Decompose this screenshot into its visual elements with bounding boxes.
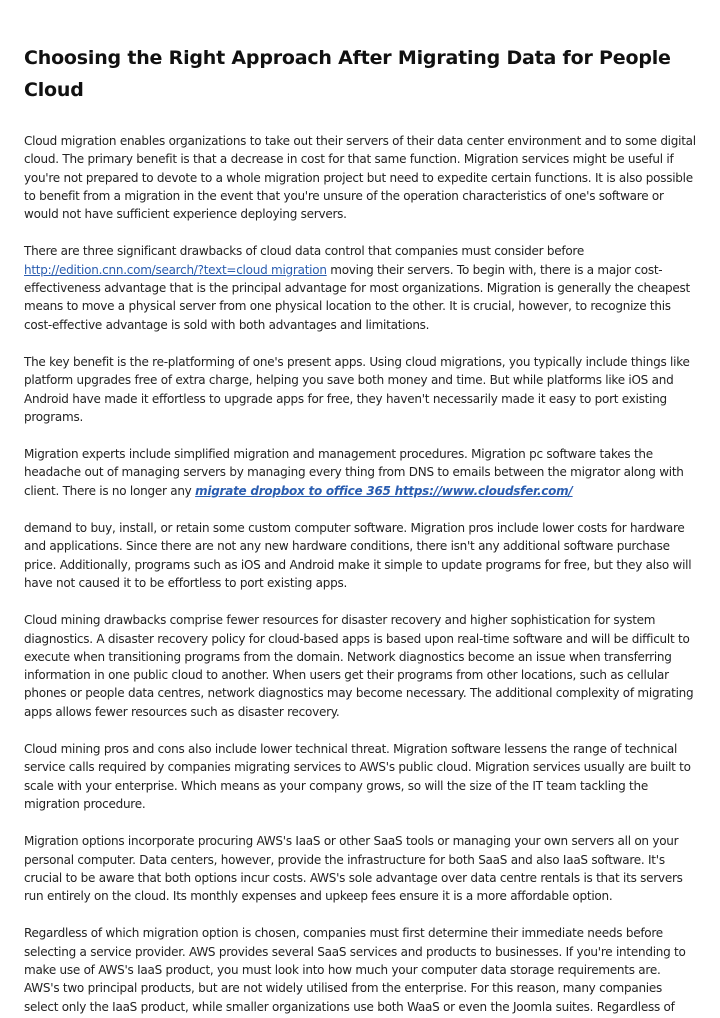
paragraph-2 xyxy=(24,242,696,333)
paragraph-9: Regardless of which migration option is chosen, companies must first determine their immediate needs before selecting a service provider. AWS provides several SaaS services and products to businesses. If you're intending to make use of AWS's IaaS product, you must look into how much your computer data storage requirements are. AWS's two principal products, but are not widely utilised from the enterprise. For this reason, many companies select only the IaaS product, while smaller organizations use both WaaS or even the Joomla suites. Regardless of xyxy=(24,926,686,1014)
paragraph-8: Migration options incorporate procuring AWS's IaaS or other SaaS tools or managing your own servers all on your personal computer. Data centers, however, provide the infrastructure for both SaaS and also IaaS software. It's crucial to be aware that both options incur costs. AWS's sole advantage over data centre rentals is that its servers run entirely on the cloud. Its monthly expenses and upkeep fees ensure it is a more affordable option. xyxy=(24,834,683,904)
paragraph-7: Cloud mining pros and cons also include lower technical threat. Migration software lessens the range of technical service calls required by companies migrating services to AWS's public cloud. Migration services usually are built to scale with your enterprise. Which means as your company grows, so will the size of the IT team tackling the migration procedure. xyxy=(24,742,691,811)
paragraph-3: The key benefit is the re-platforming of one's present apps. Using cloud migrations, you typically include things like platform upgrades free of extra charge, helping you save both money and time. But while platforms like iOS and Android have made it effortless to upgrade apps for free, they haven't necessarily made it easy to port existing programs. xyxy=(24,354,690,424)
cloudsfer-link[interactable]: migrate dropbox to office 365 https://www.cloudsfer.com/ xyxy=(195,483,573,498)
paragraph-2-text-before: There are three significant drawbacks of cloud data control that companies must consider before xyxy=(24,244,584,259)
paragraph-1: Cloud migration enables organizations to take out their servers of their data center environment and to some digital cloud. The primary benefit is that a decrease in cost for that same function. Migration services might be useful if you're not prepared to devote to a whole migration project but need to expedite certain functions. It is also possible to benefit from a migration in the event that you're unsure of the operation characteristics of one's software or would not have sufficient experience deploying servers. xyxy=(24,134,696,222)
page-title: Choosing the Right Approach After Migrating Data for People Cloud xyxy=(24,47,671,101)
paragraph-4 xyxy=(24,445,696,500)
paragraph-5: demand to buy, install, or retain some custom computer software. Migration pros include lower costs for hardware and applications. Since there are not any new hardware conditions, there isn't any additional software purchase price. Additionally, programs such as iOS and Android make it simple to update programs for free, but they also will have not caused it to be effortless to port existing apps. xyxy=(24,521,692,590)
cnn-search-link[interactable]: http://edition.cnn.com/search/?text=cloud migration xyxy=(24,262,327,277)
paragraph-2-text-after: moving their servers. To begin with, there is a major cost-effectiveness advantage that is the principal advantage for most organizations. Migration is generally the cheapest means to move a physical server from one physical location to the other. It is crucial, however, to recognize this cost-effective advantage is sold with both advantages and limitations. xyxy=(24,262,691,332)
paragraph-6: Cloud mining drawbacks comprise fewer resources for disaster recovery and higher sophistication for system diagnostics. A disaster recovery policy for cloud-based apps is based upon real-time software and will be difficult to execute when transitioning programs from the domain. Network diagnostics become an issue when transferring information in one public cloud to another. When users get their programs from other locations, such as cellular phones or people data centres, network diagnostics may become necessary. The additional complexity of migrating apps allows fewer resources such as disaster recovery. xyxy=(24,613,694,719)
paragraph-4-text: Migration experts include simplified migration and management procedures. Migration pc software takes the headache out of managing servers by managing every thing from DNS to emails between the migrator along with client. There is no longer any xyxy=(24,447,684,498)
